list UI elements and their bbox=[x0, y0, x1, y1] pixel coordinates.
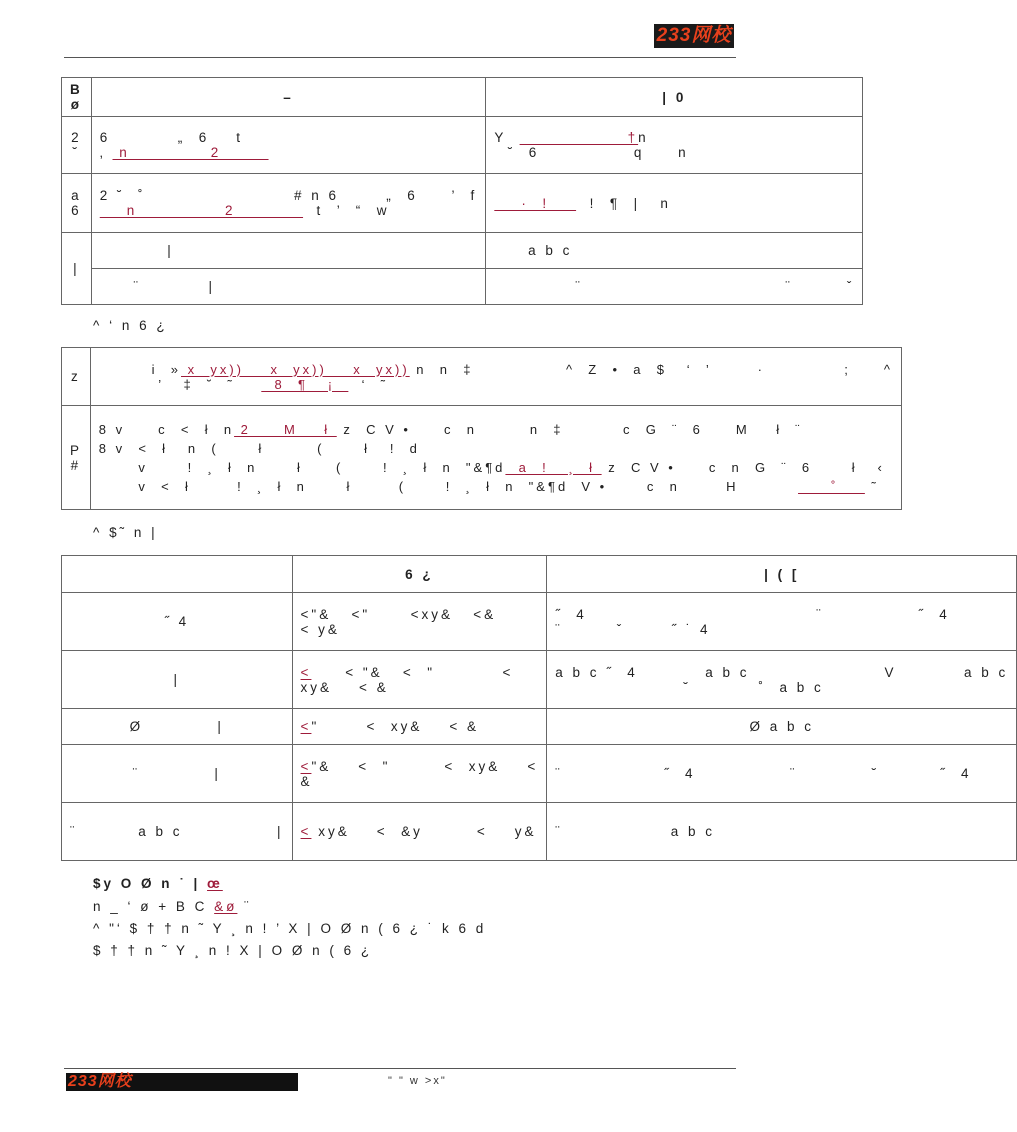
cell-text: ‘ ˜ bbox=[348, 376, 389, 392]
note-heading bbox=[93, 876, 223, 891]
table-row bbox=[62, 117, 863, 174]
footer-logo: 233网校 bbox=[66, 1073, 298, 1091]
table-row bbox=[62, 745, 1017, 803]
cell-text: i » bbox=[98, 361, 182, 377]
cell-text: ‚ bbox=[99, 145, 113, 160]
cell-line: 8 v < ł n ( ł ( ł ! d bbox=[98, 440, 420, 456]
cell-line: 2 ˘ ˚ # n 6 „ 6 ’ f bbox=[99, 188, 478, 203]
highlight-text: œ bbox=[207, 876, 223, 891]
highlight-text: x yx)) x yx)) x yx)) bbox=[181, 361, 410, 377]
table-row bbox=[62, 593, 1017, 651]
table-cell bbox=[90, 406, 901, 510]
table-cell: ¨ a b c | bbox=[62, 803, 293, 861]
cell-text: t ’ “ w bbox=[303, 203, 390, 218]
cell-text: < "& < " < xy& < & bbox=[300, 664, 514, 695]
table-cell: | bbox=[62, 233, 92, 305]
table-row bbox=[62, 803, 1017, 861]
table-cell: ¨ | bbox=[62, 745, 293, 803]
highlight-text: 2 M ł bbox=[234, 421, 337, 437]
table-cell bbox=[292, 651, 547, 709]
table-cell bbox=[292, 745, 547, 803]
highlight-text: · ! bbox=[494, 195, 577, 211]
highlight-text: ˚ bbox=[798, 478, 865, 494]
table-row bbox=[62, 651, 1017, 709]
table-cell: ¨ ˝ 4 ¨ ˘ ˝ 4 bbox=[547, 745, 1017, 803]
table-cell: a b c bbox=[486, 233, 863, 269]
table-1-header-1: B ø bbox=[62, 78, 92, 117]
note-line: $ † † n ˜ Y ¸ n ! X | O Ø n ( 6 ¿ bbox=[93, 943, 373, 958]
cell-text: " < xy& < & bbox=[311, 719, 480, 734]
table-cell: ˝ 4 ¨ ˝ 4 ¨ ˇ ˝ ˙ 4 bbox=[547, 593, 1017, 651]
table-3-header-2: 6 ¿ bbox=[292, 556, 547, 593]
cell-text: n n ‡ ^ Z • a $ ‘ ’ · ; ^ bbox=[409, 361, 894, 377]
table-row bbox=[62, 174, 863, 233]
table-3 bbox=[61, 555, 1017, 861]
cell-text: ’ ‡ ˘ ˜ bbox=[98, 376, 262, 392]
table-cell: a b c ˝ 4 a b c V a b c ˘ ˚ a b c bbox=[547, 651, 1017, 709]
cell-text: xy& < &y < y& bbox=[311, 824, 537, 839]
table-cell: Ø | bbox=[62, 709, 293, 745]
cell-text: "& < " < xy& < & bbox=[300, 758, 539, 789]
highlight-text: < bbox=[300, 824, 312, 839]
table-cell bbox=[486, 174, 863, 233]
cell-text: z C V • c n n ‡ c G ¨ 6 M ł ¨ bbox=[336, 421, 803, 437]
note-text: $y O Ø n ˙ | bbox=[93, 876, 208, 891]
cell-text: n bbox=[638, 130, 649, 145]
note-line bbox=[93, 899, 252, 914]
highlight-text: < bbox=[300, 758, 312, 774]
table-cell: ¨ a b c bbox=[547, 803, 1017, 861]
table-cell: Ø a b c bbox=[547, 709, 1017, 745]
table-3-header-1 bbox=[62, 556, 293, 593]
table-cell: z bbox=[62, 348, 91, 406]
table-cell: P # bbox=[62, 406, 91, 510]
highlight-text: < bbox=[300, 719, 312, 734]
table-row bbox=[62, 709, 1017, 745]
cell-text: z C V • c n G ¨ 6 ł ‹ bbox=[601, 459, 885, 475]
highlight-text: < bbox=[300, 664, 312, 680]
cell-text: ! ¶ | n bbox=[576, 195, 671, 211]
cell-text: v < ł ! ¸ ł n ł ( ! ¸ ł n "&¶d V • c n H bbox=[98, 478, 799, 494]
table-cell bbox=[90, 348, 901, 406]
note-line: ^ "‘ $ † † n ˜ Y ¸ n ! ’ X | O Ø n ( 6 ¿ ˙ k 6 d bbox=[93, 921, 487, 936]
table-1-header-2: – bbox=[91, 78, 486, 117]
table-row bbox=[62, 269, 863, 305]
table-cell: ˝ 4 bbox=[62, 593, 293, 651]
cell-text: ˜ bbox=[864, 478, 879, 494]
table-cell: | bbox=[62, 651, 293, 709]
highlight-text: n 2 bbox=[99, 203, 304, 218]
table-cell: ¨ ¨ ˇ bbox=[486, 269, 863, 305]
highlight-text: n 2 bbox=[112, 145, 269, 160]
cell-line: 6 „ 6 t bbox=[99, 130, 244, 145]
table-1 bbox=[61, 77, 863, 305]
table-cell: <"& <" <xy& <& < y& bbox=[292, 593, 547, 651]
cell-text: v ! ¸ ł n ł ( ! ¸ ł n "&¶d bbox=[98, 459, 506, 475]
table-row bbox=[62, 233, 863, 269]
table-row bbox=[62, 406, 902, 510]
footer-divider bbox=[64, 1068, 736, 1069]
table-cell bbox=[486, 117, 863, 174]
highlight-text: a ! ¸ ł bbox=[505, 459, 602, 475]
paragraph-line: ^ ‘ n 6 ¿ bbox=[93, 318, 168, 333]
table-cell: a 6 bbox=[62, 174, 92, 233]
table-cell bbox=[91, 174, 486, 233]
footer-text: " " w >x" bbox=[388, 1075, 447, 1087]
paragraph-line: ^ $˜ n | bbox=[93, 525, 158, 540]
table-1-header-3: | 0 bbox=[486, 78, 863, 117]
table-2 bbox=[61, 347, 902, 510]
table-cell bbox=[292, 709, 547, 745]
header-divider bbox=[64, 57, 736, 58]
table-row bbox=[62, 348, 902, 406]
highlight-text: 8 ¶ ¡ bbox=[261, 376, 349, 392]
table-cell bbox=[292, 803, 547, 861]
cell-text: 8 v c < ł n bbox=[98, 421, 235, 437]
note-text: ¨ bbox=[237, 899, 252, 914]
cell-text: Y bbox=[494, 130, 520, 145]
table-cell: | bbox=[91, 233, 486, 269]
highlight-text: † bbox=[519, 130, 639, 145]
brand-logo: 233网校 bbox=[654, 24, 734, 48]
table-cell: ¨ | bbox=[91, 269, 486, 305]
table-cell bbox=[91, 117, 486, 174]
note-text: n _ ‘ ø + B C bbox=[93, 899, 215, 914]
table-3-header-3: | ( [ bbox=[547, 556, 1017, 593]
highlight-text: &ø bbox=[214, 899, 238, 914]
table-cell: 2 ˘ bbox=[62, 117, 92, 174]
cell-line: ˘ 6 q n bbox=[494, 145, 689, 160]
